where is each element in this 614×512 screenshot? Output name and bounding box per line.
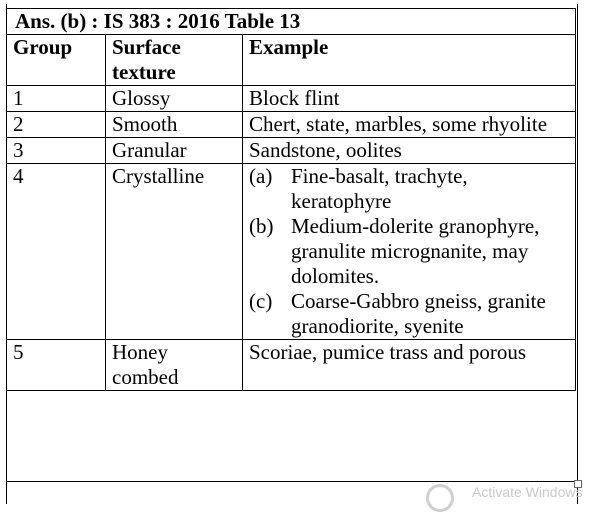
table-row <box>7 340 576 391</box>
group-cell: 4 <box>7 164 106 340</box>
header-row <box>7 35 576 86</box>
example-cell: Chert, state, marbles, some rhyolite <box>243 112 576 138</box>
group-cell: 2 <box>7 112 106 138</box>
title-row <box>7 9 576 35</box>
header-group: Group <box>7 35 106 86</box>
example-cell: Block flint <box>243 86 576 112</box>
group-cell: 3 <box>7 138 106 164</box>
table-title: Ans. (b) : IS 383 : 2016 Table 13 <box>7 9 576 35</box>
texture-cell: Granular <box>106 138 243 164</box>
table-row <box>7 138 576 164</box>
surface-texture-table <box>6 8 576 391</box>
example-cell: Scoriae, pumice trass and porous <box>243 340 576 391</box>
texture-cell: Smooth <box>106 112 243 138</box>
list-item <box>249 164 569 214</box>
table-row <box>7 86 576 112</box>
list-text: Coarse-Gabbro gneiss, granite granodiorite, syenite <box>291 289 546 338</box>
list-item <box>249 289 569 339</box>
example-cell: Sandstone, oolites <box>243 138 576 164</box>
header-surface-texture: Surface texture <box>106 35 243 86</box>
header-example: Example <box>243 35 576 86</box>
list-text: Medium-dolerite granophyre, granulite micrognanite, may dolomites. <box>291 214 540 288</box>
list-marker: (a) <box>249 164 273 188</box>
texture-cell: Honey combed <box>106 340 243 391</box>
example-cell <box>243 164 576 340</box>
texture-cell: Crystalline <box>106 164 243 340</box>
table-row <box>7 164 576 340</box>
watermark-text: Activate Windows <box>472 484 583 500</box>
list-marker: (b) <box>249 214 274 238</box>
frame-bottom-line <box>6 481 577 482</box>
list-item <box>249 214 569 289</box>
texture-cell: Glossy <box>106 86 243 112</box>
watermark-logo-icon <box>426 484 454 512</box>
group-cell: 1 <box>7 86 106 112</box>
list-text: Fine-basalt, trachyte, keratophyre <box>291 164 468 213</box>
group-cell: 5 <box>7 340 106 391</box>
list-marker: (c) <box>249 289 273 313</box>
table-row <box>7 112 576 138</box>
activation-watermark <box>426 484 582 512</box>
